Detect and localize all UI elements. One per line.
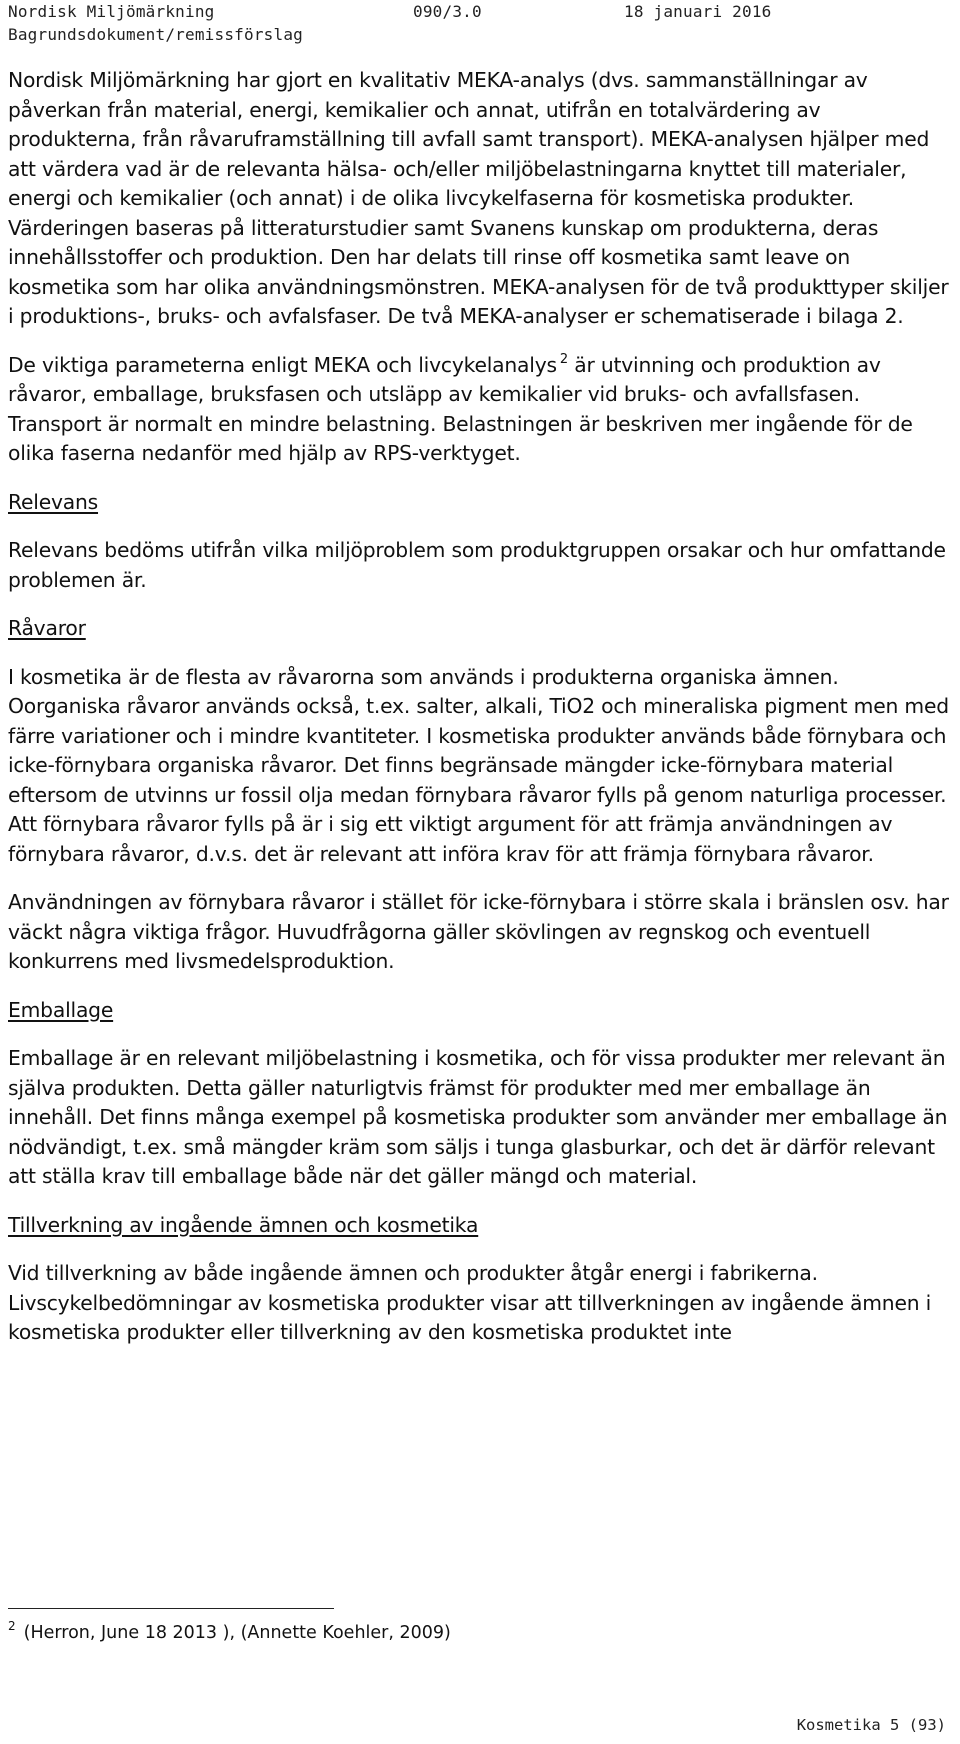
footnote: [8, 1620, 451, 1646]
emballage-paragraph: Emballage är en relevant miljöbelastning i kosmetika, och för vissa produkter mer relevant än själva produkten. Detta gäller naturligtvis främst för produkter med mer emballage än innehåll. Det finns många exempel på kosmetiska produkter som använder mer emballage än nödvändigt, t.ex. små mängder kräm som säljs i tunga glasburkar, och det är därför relevant att ställa krav till emballage både när det gäller mängd och material.: [8, 1046, 948, 1188]
document-body: [8, 66, 952, 1367]
header-top-row: [8, 0, 952, 23]
parameters-text-end: är utvinning och produktion av råvaror, emballage, bruksfasen och utsläpp av kemikalier vid bruks- och avfallsfasen. Transport är normalt en mindre belastning. Belastningen är beskriven mer ingående för de olika faserna nedanför med hjälp av RPS-verktyget.: [8, 352, 913, 465]
header-version: 090/3.0: [413, 2, 482, 21]
relevans-paragraph: Relevans bedöms utifrån vilka miljöproblem som produktgruppen orsakar och hur omfattande problemen är.: [8, 538, 946, 592]
ravaror-paragraph-1: I kosmetika är de flesta av råvarorna som används i produkterna organiska ämnen. Oorganiska råvaror används också, t.ex. salter, alkali, TiO2 och mineraliska pigment men med färre variationer och i mindre kvantiteter. I kosmetiska produkter används både förnybara och icke-förnybara organiska råvaror. Det finns begränsade mängder icke-förnybara material eftersom de utvinns ur fossil olja medan förnybara råvaror fylls på genom naturliga processer. Att förnybara råvaror fylls på är i sig ett viktigt argument för att främja användningen av förnybara råvaror, d.v.s. det är relevant att införa krav för att främja förnybara råvaror.: [8, 664, 949, 866]
section-heading-emballage: Emballage: [8, 997, 114, 1022]
section-heading-tillverkning: Tillverkning av ingående ämnen och kosmetika: [8, 1212, 479, 1237]
footnote-marker: 2: [8, 1619, 16, 1633]
header-bottom-row: [8, 23, 952, 46]
ravaror-paragraph-2: Användningen av förnybara råvaror i stället för icke-förnybara i större skala i bränslen osv. har väckt några viktiga frågor. Huvudfrågorna gäller skövlingen av regnskog och eventuell konkurrens med livsmedelsproduktion.: [8, 890, 949, 973]
parameters-paragraph: [8, 351, 952, 469]
header-date: 18 januari 2016: [624, 2, 772, 21]
header-document-type: Bagrundsdokument/remissförslag: [8, 25, 303, 44]
intro-paragraph: Nordisk Miljömärkning har gjort en kvalitativ MEKA-analys (dvs. sammanställningar av påverkan från material, energi, kemikalier och annat, utifrån en totalvärdering av produkterna, från råvaruframställning till avfall samt transport). MEKA-analysen hjälper med att värdera vad är de relevanta hälsa- och/eller miljöbelastningarna knyttet till materialer, energi och kemikalier (och annat) i de olika livcykelfaserna för kosmetiska produkter. Värderingen baseras på litteraturstudier samt Svanens kunskap om produkterna, deras innehållsstoffer och produktion. Den har delats till rinse off kosmetika samt leave on kosmetika som har olika användningsmönstren. MEKA-analysen för de två produkttyper skiljer i produktions-, bruks- och avfalsfaser. De två MEKA-analyser er schematiserade i bilaga 2.: [8, 68, 949, 328]
parameters-text-start: De viktiga parameterna enligt MEKA och livcykelanalys: [8, 352, 557, 377]
section-heading-ravaror: Råvaror: [8, 616, 86, 640]
section-heading-relevans: Relevans: [8, 489, 99, 514]
page-header: [8, 0, 952, 46]
footnote-text: (Herron, June 18 2013 ), (Annette Koehler, 2009): [23, 1623, 451, 1643]
footnote-reference[interactable]: 2: [559, 351, 568, 367]
header-organization: Nordisk Miljömärkning: [8, 2, 215, 21]
footnote-divider: [8, 1608, 334, 1609]
page-footer: Kosmetika 5 (93): [796, 1716, 946, 1734]
tillverkning-paragraph: Vid tillverkning av både ingående ämnen och produkter åtgår energi i fabrikerna. Livscykelbedömningar av kosmetiska produkter visar att tillverkningen av ingående ämnen i kosmetiska produkter eller tillverkning av den kosmetiska produktet inte: [8, 1261, 932, 1344]
